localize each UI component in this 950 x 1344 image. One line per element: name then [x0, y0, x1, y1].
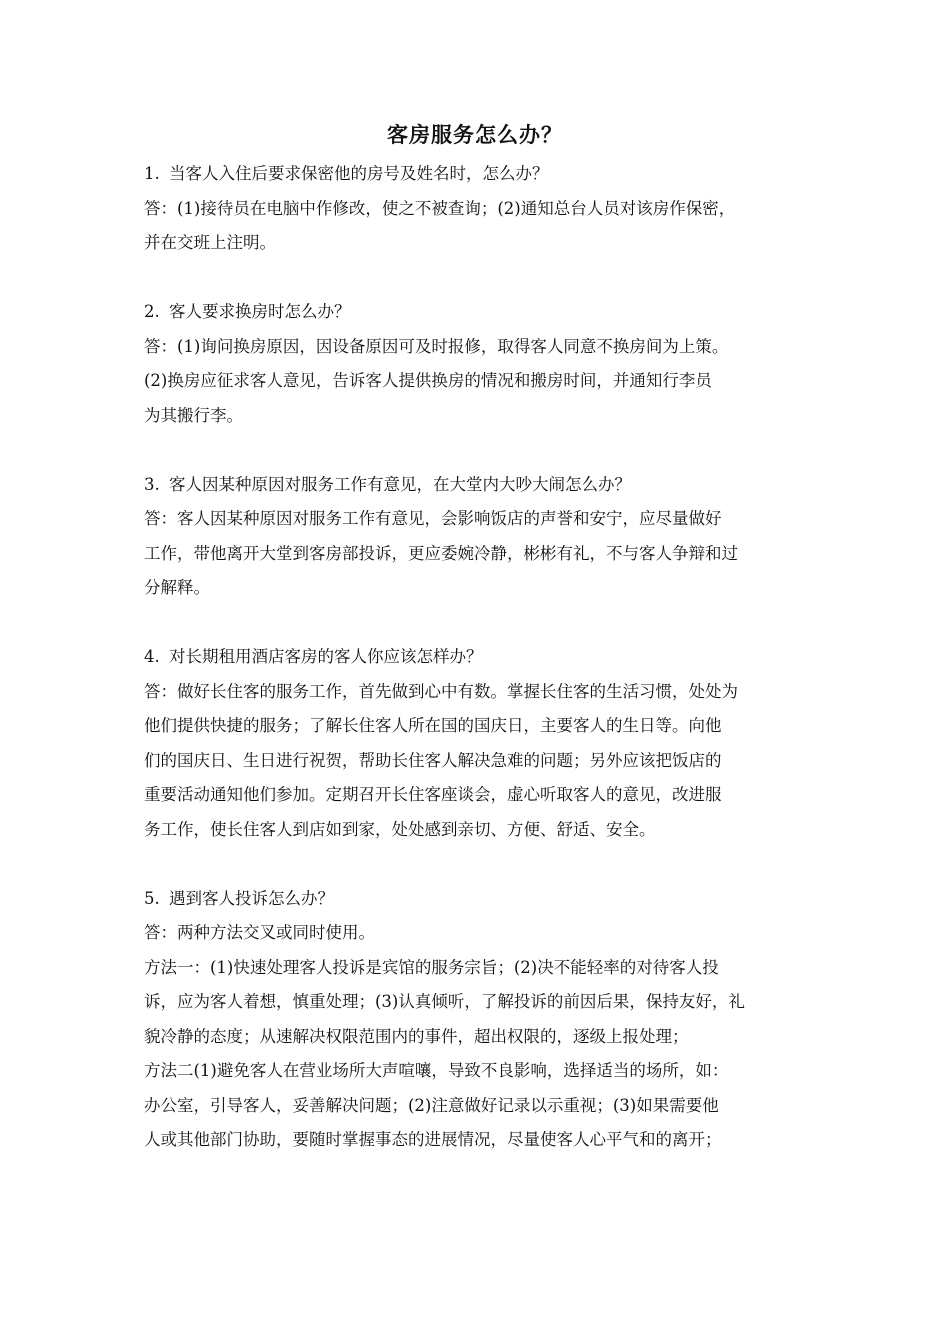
document-body	[144, 157, 814, 1158]
answer-line: 务工作，使长住客人到店如到家，处处感到亲切、方便、舒适、安全。	[144, 819, 656, 839]
answer-line: 并在交班上注明。	[144, 233, 276, 252]
answer-line: 重要活动通知他们参加。定期召开长住客座谈会，虚心听取客人的意见，改进服	[144, 785, 722, 804]
answer-line: 貌冷静的态度；从速解决权限范围内的事件，超出权限的，逐级上报处理；	[144, 1026, 689, 1046]
answer-line: (2)换房应征求客人意见，告诉客人提供换房的情况和搬房时间，并通知行李员	[144, 371, 712, 390]
question-2	[144, 295, 814, 330]
question-3	[144, 468, 814, 503]
question-text: 客人因某种原因对服务工作有意见，在大堂内大吵大闹怎么办？	[169, 474, 631, 494]
question-number: 3.	[144, 474, 160, 494]
question-4	[144, 640, 814, 675]
question-text: 客人要求换房时怎么办？	[169, 302, 351, 321]
answer-line: 答：做好长住客的服务工作，首先做到心中有数。掌握长住客的生活习惯，处处为	[144, 681, 738, 701]
question-text: 对长期租用酒店客房的客人你应该怎样办？	[169, 647, 483, 666]
question-number: 5.	[144, 888, 160, 908]
question-text: 当客人入住后要求保密他的房号及姓名时，怎么办？	[169, 164, 549, 183]
answer-line: 人或其他部门协助，要随时掌握事态的进展情况，尽量使客人心平气和的离开；	[144, 1130, 722, 1149]
answer-line: 答：(1)接待员在电脑中作修改，使之不被查询；(2)通知总台人员对该房作保密，	[144, 198, 736, 218]
answer-line: 答：(1)询问换房原因，因设备原因可及时报修，取得客人同意不换房间为上策。	[144, 336, 729, 356]
question-1	[144, 157, 814, 192]
answer-line: 工作，带他离开大堂到客房部投诉，更应委婉冷静，彬彬有礼，不与客人争辩和过	[144, 543, 738, 563]
question-number: 4.	[144, 647, 160, 666]
answer-line: 办公室，引导客人，妥善解决问题；(2)注意做好记录以示重视；(3)如果需要他	[144, 1095, 719, 1115]
answer-line: 方法二(1)避免客人在营业场所大声喧嚷，导致不良影响，选择适当的场所，如：	[144, 1061, 729, 1080]
paragraph-gap	[144, 261, 814, 296]
answer-line: 为其搬行李。	[144, 405, 243, 425]
question-text: 遇到客人投诉怎么办？	[169, 888, 334, 908]
answer-line: 答：两种方法交叉或同时使用。	[144, 923, 375, 942]
paragraph-gap	[144, 433, 814, 468]
question-number: 1.	[144, 164, 160, 183]
question-5	[144, 882, 814, 917]
question-number: 2.	[144, 302, 160, 321]
paragraph-gap	[144, 606, 814, 641]
answer-line: 方法一：(1)快速处理客人投诉是宾馆的服务宗旨；(2)决不能轻率的对待客人投	[144, 957, 719, 977]
answer-line: 们的国庆日、生日进行祝贺，帮助长住客人解决急难的问题；另外应该把饭店的	[144, 750, 722, 770]
document-title: 客房服务怎么办？	[387, 123, 563, 147]
answer-line: 诉，应为客人着想，慎重处理；(3)认真倾听，了解投诉的前因后果，保持友好，礼	[144, 992, 745, 1011]
paragraph-gap	[144, 847, 814, 882]
answer-line: 分解释。	[144, 578, 210, 597]
answer-line: 他们提供快捷的服务；了解长住客人所在国的国庆日，主要客人的生日等。向他	[144, 716, 722, 735]
answer-line: 答：客人因某种原因对服务工作有意见，会影响饭店的声誉和安宁，应尽量做好	[144, 509, 722, 528]
